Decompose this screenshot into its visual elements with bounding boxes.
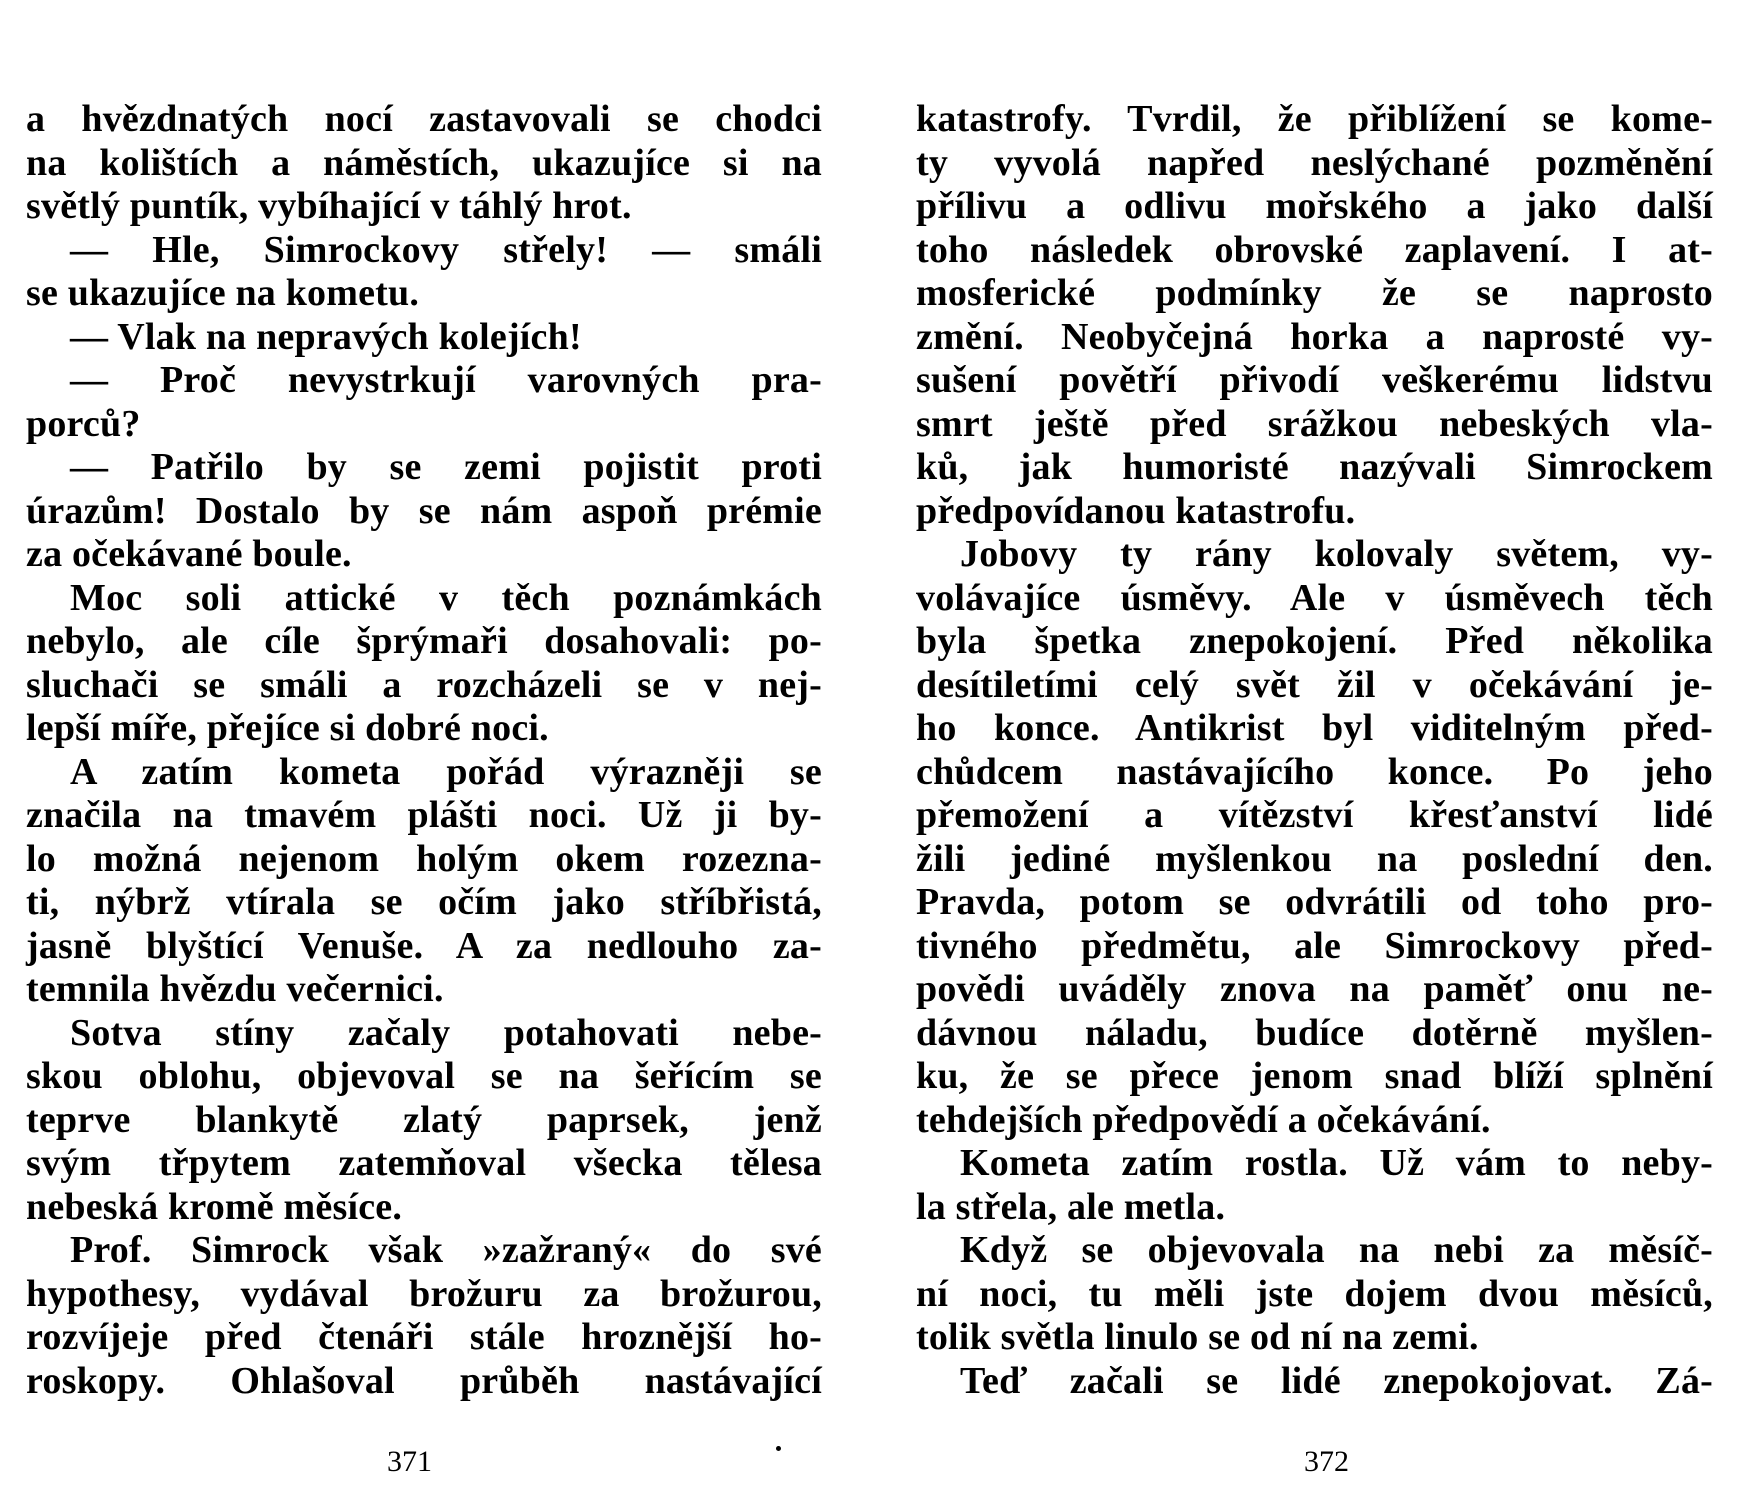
text-line: Sotva stíny začaly potahovati nebe-: [70, 1011, 822, 1054]
text-line: ku, že se přece jenom snad blíží splnění: [916, 1055, 1713, 1097]
text-line: tolik světla linulo se od ní na zemi.: [916, 1316, 1479, 1358]
text-line: lepší míře, přejíce si dobré noci.: [26, 707, 549, 749]
text-line: mosferické podmínky že se naprosto: [916, 272, 1713, 314]
text-line: desítiletími celý svět žil v očekávání je-: [916, 663, 1713, 706]
text-line: nebylo, ale cíle šprýmaři dosahovali: po-: [26, 620, 822, 662]
text-line: přílivu a odlivu mořského a jako další: [916, 185, 1713, 227]
text-line: A zatím kometa pořád výrazněji se: [70, 750, 822, 793]
text-line: roskopy. Ohlašoval průběh nastávající: [26, 1359, 822, 1402]
text-line: ní noci, tu měli jste dojem dvou měsíců,: [916, 1272, 1713, 1315]
text-line: a hvězdnatých nocí zastavovali se chodci: [26, 98, 822, 140]
text-line: přemožení a vítězství křesťanství lidé: [916, 794, 1713, 836]
text-line: za očekávané boule.: [26, 533, 352, 575]
text-line: ti, nýbrž vtírala se očím jako stříbřistá,: [26, 881, 822, 923]
text-line: Kometa zatím rostla. Už vám to neby-: [960, 1142, 1713, 1184]
text-line: Jobovy ty rány kolovaly světem, vy-: [960, 533, 1713, 575]
text-line: žili jediné myšlenkou na poslední den.: [916, 837, 1713, 880]
left-page-number: 371: [387, 1445, 432, 1478]
text-line: porců?: [26, 402, 141, 445]
text-line: tivného předmětu, ale Simrockovy před-: [916, 924, 1713, 967]
printing-speck: [776, 1446, 781, 1451]
text-line: — Hle, Simrockovy střely! — smáli: [70, 228, 822, 271]
text-line: — Vlak na nepravých kolejích!: [70, 315, 582, 358]
text-line: — Patřilo by se zemi pojistit proti: [70, 446, 822, 488]
text-line: Teď začali se lidé znepokojovat. Zá-: [960, 1359, 1713, 1402]
text-line: značila na tmavém plášti noci. Už ji by-: [26, 794, 822, 836]
text-line: ty vyvolá napřed neslýchané pozměnění: [916, 141, 1713, 184]
text-line: chůdcem nastávajícího konce. Po jeho: [916, 750, 1713, 793]
text-line: ho konce. Antikrist byl viditelným před-: [916, 707, 1713, 749]
text-line: teprve blankytě zlatý paprsek, jenž: [26, 1098, 822, 1141]
right-page-number: 372: [1304, 1445, 1349, 1478]
text-line: dávnou náladu, budíce dotěrně myšlen-: [916, 1011, 1713, 1054]
text-line: tehdejších předpovědí a očekávání.: [916, 1098, 1491, 1141]
text-line: povědi uváděly znova na paměť onu ne-: [916, 968, 1713, 1010]
text-line: se ukazujíce na kometu.: [26, 272, 420, 314]
text-line: sluchači se smáli a rozcházeli se v nej-: [26, 663, 822, 706]
text-line: smrt ještě před srážkou nebeských vla-: [916, 402, 1713, 445]
text-line: volávajíce úsměvy. Ale v úsměvech těch: [916, 576, 1713, 619]
text-line: byla špetka znepokojení. Před několika: [916, 620, 1713, 662]
text-line: — Proč nevystrkují varovných pra-: [70, 359, 822, 401]
text-line: Moc soli attické v těch poznámkách: [70, 576, 822, 619]
text-line: sušení povětří přivodí veškerému lidstvu: [916, 359, 1713, 401]
text-line: hypothesy, vydával brožuru za brožurou,: [26, 1272, 822, 1315]
text-line: změní. Neobyčejná horka a naprosté vy-: [916, 315, 1713, 358]
text-line: světlý puntík, vybíhající v táhlý hrot.: [26, 185, 632, 227]
text-line: ků, jak humoristé nazývali Simrockem: [916, 446, 1713, 488]
right-page: [874, 0, 1748, 1500]
text-line: předpovídanou katastrofu.: [916, 489, 1356, 532]
text-line: svým třpytem zatemňoval všecka tělesa: [26, 1142, 822, 1184]
text-line: Když se objevovala na nebi za měsíč-: [960, 1229, 1713, 1271]
text-line: jasně blyštící Venuše. A za nedlouho za-: [26, 924, 822, 967]
text-line: rozvíjeje před čtenáři stále hroznější ho-: [26, 1316, 822, 1358]
right-page-text: [916, 98, 1713, 1403]
text-line: temnila hvězdu večernici.: [26, 968, 444, 1010]
text-line: la střela, ale metla.: [916, 1185, 1226, 1228]
text-line: úrazům! Dostalo by se nám aspoň prémie: [26, 489, 822, 532]
text-line: na kolištích a náměstích, ukazujíce si na: [26, 141, 822, 184]
text-line: nebeská kromě měsíce.: [26, 1185, 403, 1228]
left-page-text: [26, 98, 822, 1403]
text-line: skou oblohu, objevoval se na šeřícím se: [26, 1055, 822, 1097]
text-line: katastrofy. Tvrdil, že přiblížení se kome-: [916, 98, 1713, 140]
text-line: Pravda, potom se odvrátili od toho pro-: [916, 881, 1713, 923]
text-line: lo možná nejenom holým okem rozezna-: [26, 837, 822, 880]
text-line: Prof. Simrock však »zažraný« do své: [70, 1229, 822, 1271]
text-line: toho následek obrovské zaplavení. I at-: [916, 228, 1713, 271]
